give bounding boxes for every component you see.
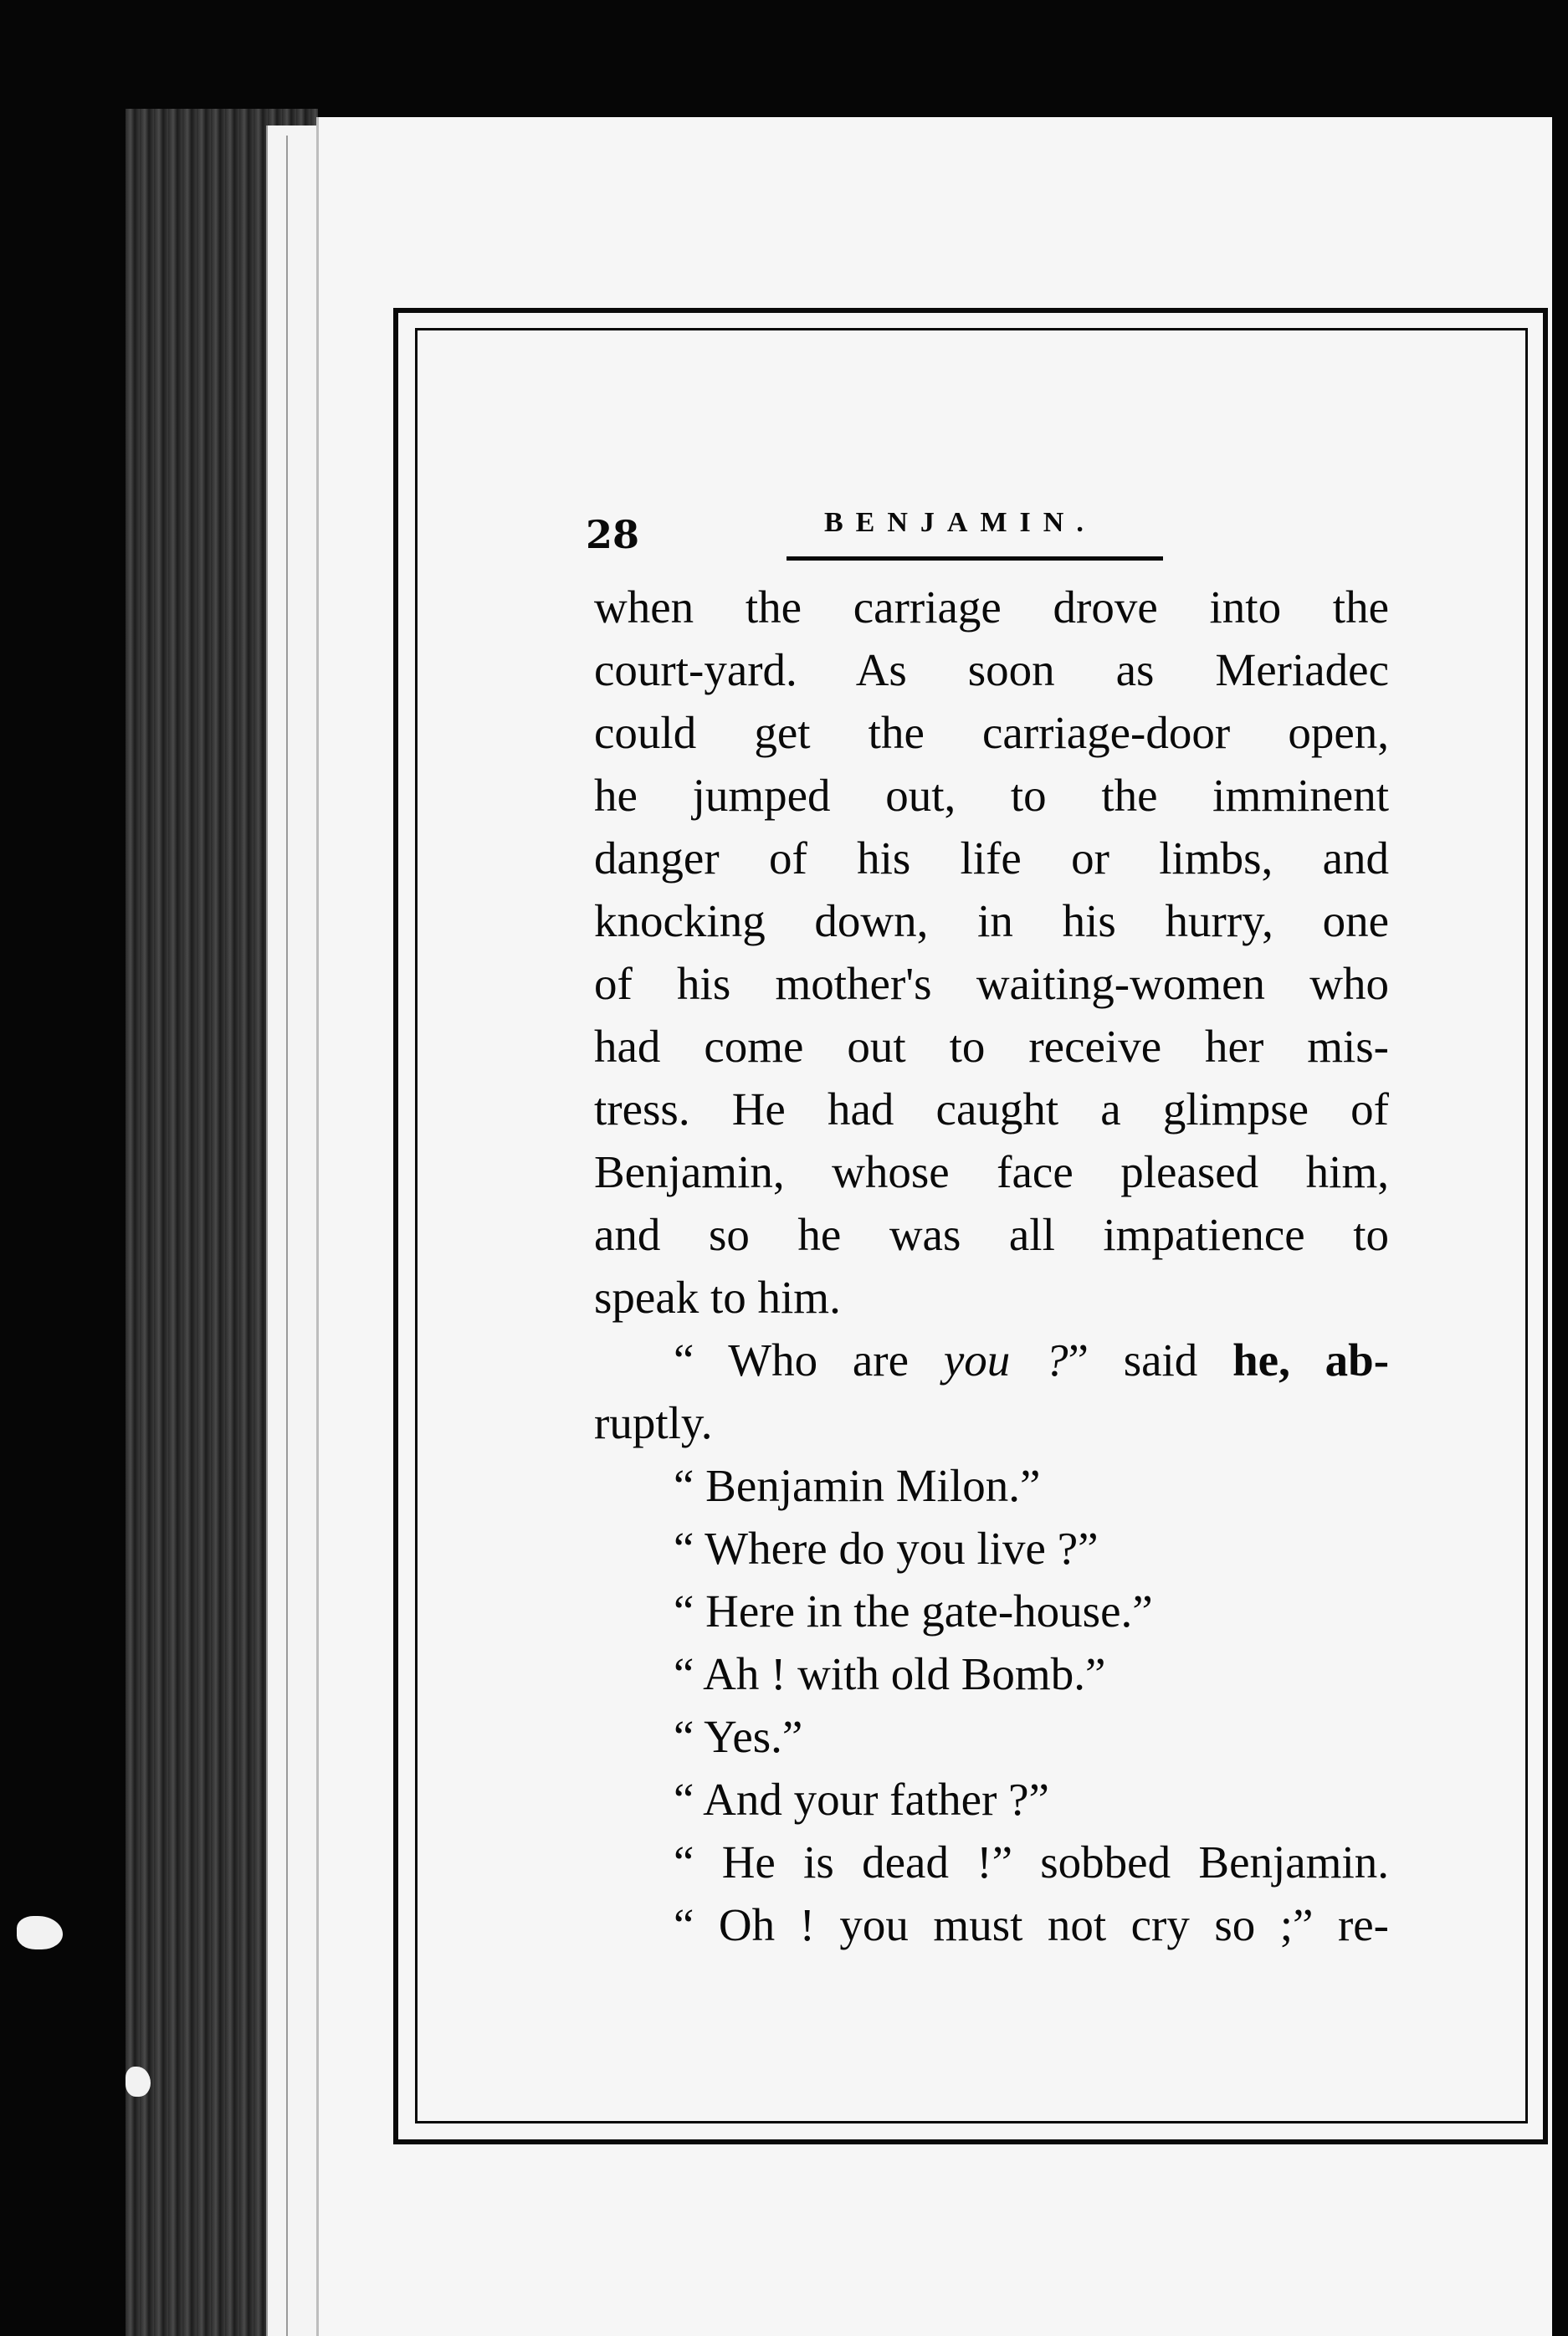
page-text — [594, 576, 1389, 1956]
text-line: danger of his life or limbs, and — [594, 832, 1389, 884]
dialogue-bold: he, ab- — [1232, 1334, 1390, 1386]
text-line: could get the carriage-door open, — [594, 707, 1389, 758]
dialogue-line: “ He is dead !” sobbed Benjamin. — [674, 1837, 1389, 1888]
paper-scuff — [126, 2067, 151, 2097]
dialogue-line: “ And your father ?” — [674, 1774, 1049, 1825]
text-line: ruptly. — [594, 1397, 713, 1448]
text-line: knocking down, in his hurry, one — [594, 895, 1389, 946]
page-number: 28 — [586, 512, 640, 557]
text-line: court-yard. As soon as Meriadec — [594, 644, 1389, 695]
dialogue-line: “ Oh ! you must not cry so ;” re- — [674, 1899, 1389, 1950]
header-rule — [787, 556, 1163, 561]
dialogue-close: ” said — [1068, 1334, 1198, 1386]
dialogue-line: “ Yes.” — [674, 1711, 803, 1762]
dialogue-open: “ Who are — [674, 1334, 910, 1386]
text-line: and so he was all impatience to — [594, 1209, 1389, 1260]
dialogue-line: “ Benjamin Milon.” — [674, 1460, 1041, 1511]
dialogue-line: “ Here in the gate-house.” — [674, 1586, 1153, 1637]
text-line: speak to him. — [594, 1272, 841, 1323]
text-line: when the carriage drove into the — [594, 581, 1389, 633]
dialogue-line: “ Ah ! with old Bomb.” — [674, 1648, 1106, 1699]
dialogue-line — [594, 1329, 1389, 1391]
running-head: BENJAMIN. — [824, 507, 1096, 538]
text-line: tress. He had caught a glimpse of — [594, 1083, 1389, 1135]
text-line: had come out to receive her mis- — [594, 1021, 1389, 1072]
paper-scuff — [17, 1916, 63, 1949]
dialogue-line: “ Where do you live ?” — [674, 1523, 1099, 1574]
text-line: he jumped out, to the imminent — [594, 770, 1389, 821]
text-line: of his mother's waiting-women who — [594, 958, 1389, 1009]
dialogue-emphasis: you ? — [943, 1334, 1068, 1386]
text-line: Benjamin, whose face pleased him, — [594, 1146, 1389, 1197]
